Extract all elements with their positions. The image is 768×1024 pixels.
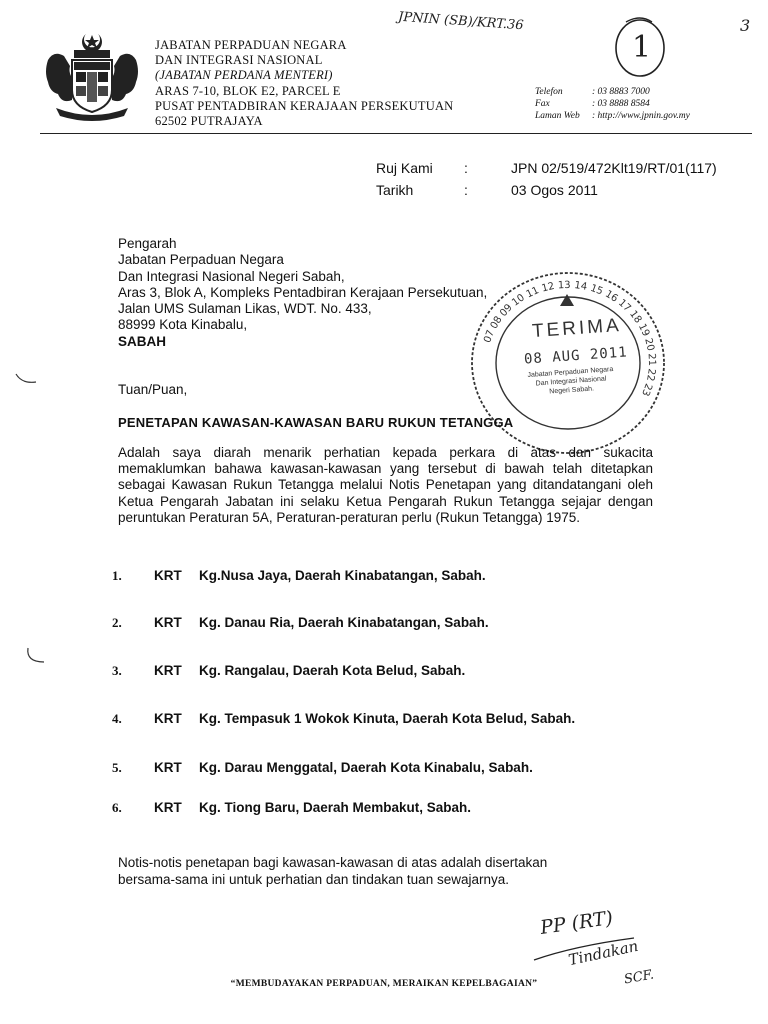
date-row: Tarikh : 03 Ogos 2011 xyxy=(376,179,717,201)
list-item: 4. KRT Kg. Tempasuk 1 Wokok Kinuta, Daerah Kota Belud, Sabah. xyxy=(112,711,576,726)
subject-heading: PENETAPAN KAWASAN-KAWASAN BARU RUKUN TETANGGA xyxy=(118,415,514,430)
stamp-number: 07 xyxy=(482,328,497,345)
stamp-word: TERIMA xyxy=(531,314,623,343)
reference-block xyxy=(376,157,717,201)
letterhead-address xyxy=(155,38,453,129)
handwritten-note-line: SCF. xyxy=(622,967,656,988)
contact-row: Fax : 03 8888 8584 xyxy=(535,99,650,109)
letterhead-line: JABATAN PERPADUAN NEGARA xyxy=(155,38,347,52)
list-item: 3. KRT Kg. Rangalau, Daerah Kota Belud, Sabah. xyxy=(112,663,466,678)
address-line: Aras 3, Blok A, Kompleks Pentadbiran Kerajaan Persekutuan, xyxy=(118,284,488,300)
handwritten-file-ref: JPNIN (SB)/KRT.36 xyxy=(397,9,525,34)
reference-row: Ruj Kami : JPN 02/519/472Klt19/RT/01(117) xyxy=(376,157,717,179)
letter-date: 03 Ogos 2011 xyxy=(511,182,598,198)
body-paragraph: Adalah saya diarah menarik perhatian kepada perkara di atas dan sukacita memaklumkan bahawa kawasan-kawasan yang tersebut di bawah telah ditetapkan sebagai Kawasan Rukun Tetangga melalui Notis Penetapan yang ditandatangani oleh Ketua Pengarah Jabatan ini selaku Ketua Pengarah Rukun Tetangga sejajar dengan peruntukan Peraturan 5A, Peraturan-peraturan perlu (Rukun Tetangga) 1975. xyxy=(118,445,653,525)
stamp-number: 20 xyxy=(642,337,656,353)
salutation: Tuan/Puan, xyxy=(118,382,188,397)
letterhead-line: (JABATAN PERDANA MENTERI) xyxy=(155,68,333,83)
stamp-number: 23 xyxy=(639,381,654,398)
handwritten-note-line: PP (RT) xyxy=(538,907,615,939)
stamp-number: 11 xyxy=(524,285,541,301)
stamp-number: 08 xyxy=(488,314,505,332)
stamp-number: 13 xyxy=(557,279,571,292)
stamp-number: 18 xyxy=(627,308,644,326)
contact-row: Telefon : 03 8883 7000 xyxy=(535,87,650,97)
stamp-number: 12 xyxy=(540,280,556,295)
stamp-number: 16 xyxy=(603,288,620,305)
stamp-number: 15 xyxy=(588,282,605,298)
contact-row: Laman Web : http://www.jpnin.gov.my xyxy=(535,111,690,121)
stamp-department: Jabatan Perpaduan Negara Dan Integrasi Nasional Negeri Sabah. xyxy=(527,366,614,396)
stamp-number: 19 xyxy=(635,322,652,339)
closing-paragraph: Notis-notis penetapan bagi kawasan-kawasan di atas adalah disertakan bersama-sama ini untuk perhatian dan tindakan tuan sewajarnya. xyxy=(118,855,548,887)
margin-mark xyxy=(24,646,48,666)
letterhead-contacts xyxy=(535,86,690,122)
footer-motto: “MEMBUDAYAKAN PERPADUAN, MERAIKAN KEPELBAGAIAN” xyxy=(230,979,538,989)
stamp-number: 17 xyxy=(615,297,633,315)
letterhead-line: DAN INTEGRASI NASIONAL xyxy=(155,53,323,68)
address-line: Jabatan Perpaduan Negara xyxy=(118,252,284,268)
stamp-number: 10 xyxy=(510,292,527,309)
letterhead-line: PUSAT PENTADBIRAN KERAJAAN PERSEKUTUAN xyxy=(155,98,454,113)
header-divider xyxy=(40,133,752,134)
address-state: SABAH xyxy=(118,333,167,349)
handwritten-underline xyxy=(530,930,640,970)
handwritten-number: 1 xyxy=(632,30,652,65)
stamp-number: 09 xyxy=(498,302,515,320)
list-item: 2. KRT Kg. Danau Ria, Daerah Kinabatangan, Sabah. xyxy=(112,615,489,630)
recipient-address xyxy=(118,236,487,350)
stamp-number: 14 xyxy=(573,279,588,293)
stamp-number: 22 xyxy=(644,367,657,382)
letterhead-line: 62502 PUTRAJAYA xyxy=(155,114,263,129)
stamp-number: 21 xyxy=(645,353,658,367)
list-item: 1. KRT Kg.Nusa Jaya, Daerah Kinabatangan, Sabah. xyxy=(112,568,486,583)
margin-mark xyxy=(14,372,38,386)
address-line: 88999 Kota Kinabalu, xyxy=(118,317,248,333)
address-line: Dan Integrasi Nasional Negeri Sabah, xyxy=(118,268,345,284)
coat-of-arms-logo xyxy=(40,30,144,122)
list-item: 6. KRT Kg. Tiong Baru, Daerah Membakut, Sabah. xyxy=(112,800,472,815)
address-line: Pengarah xyxy=(118,236,177,251)
list-item: 5. KRT Kg. Darau Menggatal, Daerah Kota Kinabalu, Sabah. xyxy=(112,760,533,775)
letterhead-line: ARAS 7-10, BLOK E2, PARCEL E xyxy=(155,83,341,98)
reference-number: JPN 02/519/472Klt19/RT/01(117) xyxy=(511,160,717,176)
handwritten-note-line: Tindakan xyxy=(566,936,640,970)
handwritten-page-number: 3 xyxy=(740,16,751,35)
address-line: Jalan UMS Sulaman Likas, WDT. No. 433, xyxy=(118,301,372,317)
stamp-date: 08 AUG 2011 xyxy=(523,344,629,368)
